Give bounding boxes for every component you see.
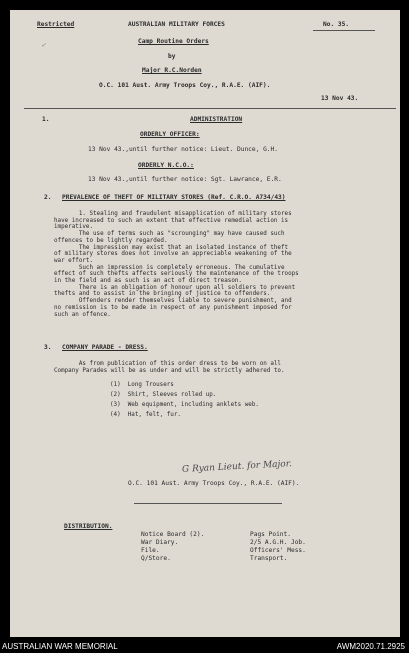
by-label: by <box>168 53 176 60</box>
section-2-number: 2. <box>44 194 52 201</box>
orderly-officer-line: 13 Nov 43.,until further notice: Lieut. Dunce, G.H. <box>88 146 278 153</box>
distribution-left-item: Q/Store. <box>141 555 171 562</box>
distribution-left-item: Notice Board (2). <box>141 531 205 538</box>
orderly-nco-line: 13 Nov 43.,until further notice: Sgt. Lawrance, E.R. <box>88 176 282 183</box>
dress-item: (1) Long Trousers <box>110 382 174 388</box>
distribution-right-item: Pags Point. <box>250 531 291 538</box>
section-2-body: 1. Stealing and fraudulent misapplication of military stores have increased to such an extent that effective remedial action is imperative. The use of terms such as "scrounging" may have caused such offences to be lightly regarded. The impression may exist that an isolated instance of theft of military stores does not involve an appreciable weakening of the war effort. Such an impression is completely erroneous. The cumulative effect of such thefts affects seriously the maintenance of the troops in the field and as such is an act of direct treason. There is an obligation of honour upon all soldiers to prevent thefts and to assist in the bringing of justice to offenders. Offenders render themselves liable to severe punishment, and no remission is to be made in respect of any punishment imposed for such an offence. <box>54 211 299 318</box>
distribution-left-item: War Diary. <box>141 539 179 546</box>
archive-name: AUSTRALIAN WAR MEMORIAL <box>2 642 118 651</box>
signature-unit: O.C. 101 Aust. Army Troops Coy., R.A.E. (AIF). <box>128 480 300 487</box>
handwritten-signature: G Ryan Lieut. for Major. <box>181 459 293 475</box>
dress-item: (4) Hat, felt, fur. <box>110 412 181 418</box>
distribution-right-item: Officers' Mess. <box>250 547 306 554</box>
signature-divider <box>134 503 282 504</box>
section-2-heading: PREVALENCE OF THEFT OF MILITARY STORES (Ref. C.R.O. A734/43) <box>62 194 286 201</box>
number-underline <box>313 30 375 31</box>
archive-footer <box>0 640 409 653</box>
document-page <box>10 10 400 637</box>
catalog-number: AWM2020.71.2925 <box>336 642 405 651</box>
distribution-left-item: File. <box>141 547 160 554</box>
dress-item: (2) Shirt, Sleeves rolled up. <box>110 392 217 398</box>
section-1-heading: ADMINISTRATION <box>190 116 243 123</box>
classification-label: Restricted <box>37 21 75 28</box>
header-divider <box>24 108 396 109</box>
section-3-heading: COMPANY PARADE - DRESS. <box>62 344 148 351</box>
unit-line: O.C. 101 Aust. Army Troops Coy., R.A.E. (AIF). <box>99 82 271 89</box>
distribution-right-item: 2/5 A.G.H. Job. <box>250 539 306 546</box>
section-1-number: 1. <box>42 116 50 123</box>
order-date: 13 Nov 43. <box>321 95 359 102</box>
dress-item: (3) Web equipment, including anklets web. <box>110 402 259 408</box>
distribution-right-item: Transport. <box>250 555 288 562</box>
pencil-mark: ✓ <box>41 42 47 49</box>
orders-title: Camp Routine Orders <box>138 38 209 45</box>
orderly-officer-heading: ORDERLY OFFICER: <box>140 131 200 138</box>
section-3-number: 3. <box>44 344 52 351</box>
order-number: No. 35. <box>323 21 350 28</box>
major-name: Major R.C.Norden <box>142 67 202 74</box>
section-3-intro: As from publication of this order dress to be worn on all Company Parades will be as under and will be strictly adhered to. <box>54 361 285 374</box>
orderly-nco-heading: ORDERLY N.C.O.: <box>138 162 194 169</box>
org-heading: AUSTRALIAN MILITARY FORCES <box>128 21 225 28</box>
distribution-label: DISTRIBUTION. <box>64 523 113 530</box>
